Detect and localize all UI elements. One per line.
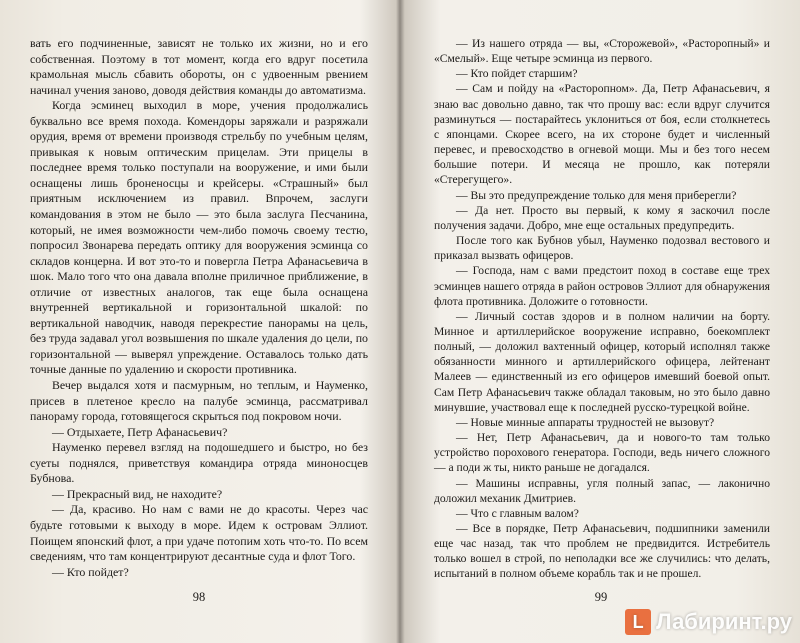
paragraph: Вечер выдался хотя и пасмурным, но теплым, и Науменко, присев в плетеное кресло на палубе эсминца, рассматривал панораму города, готовящегося скрыться под покровом ночи.	[30, 378, 368, 424]
page-number-right: 99	[594, 590, 608, 604]
paragraph: — Новые минные аппараты трудностей не вызовут?	[456, 415, 715, 429]
paragraph: — Сам и пойду на «Расторопном». Да, Петр Афанасьевич, я знаю вас довольно давно, так что прошу вас: если вдруг случится разминуться — постарайтесь уклониться от боя, если столкнетесь с японцами. Скорее всего, на их стороне будет и численный перевес, и превосходство в огневой мощи. Мы и без того несем большие потери. И месяца не прошло, как потеряли «Стерегущего».	[434, 82, 770, 187]
paragraph: Когда эсминец выходил в море, учения продолжались буквально все время похода. Комендоры заряжали и разряжали орудия, время от времени производя стрельбу по учебным целям, привыкая к новым оптическим прицелам. Эти прицелы в последнее время только поступали на вооружение, и ими были оснащены лишь броненосцы и крейсеры. «Страшный» был приятным исключением из правил. Впрочем, заслуги командования в этом не было — это была заслуга Песчанина, который, не имея возможности чем-либо помочь своему тестю, попросил Звонарева передать оптику для вооружения эсминца со складов концерна. И вот это-то и повергла Петра Афанасьевича в шок. Мало того что она давала вполне приличное приближение, в отличие от известных аналогов, так еще была оснащена внутренней вертикальной и горизонтальной шкалой: по вертикальной наводчик, наводя перекрестие панорамы на цель, без труда задавал угол возвышения по шкале удаления до цели, по горизонтальной — выверял упреждение. Оставалось только дать точные данные по удалению и скорости противника.	[30, 98, 368, 377]
paragraph: — Из нашего отряда — вы, «Сторожевой», «Расторопный» и «Смелый». Еще четыре эсминца из первого.	[434, 37, 770, 66]
paragraph: — Кто пойдет старшим?	[456, 67, 578, 81]
paragraph: — Нет, Петр Афанасьевич, да и нового-то там только устройство порохового генератора. Господи, ведь ничего сложного — а поди ж ты, никто раньше не догадался.	[434, 431, 770, 475]
labirint-logo-icon: L	[625, 609, 651, 635]
paragraph: вать его подчиненные, зависят не только их жизни, но и его собственная. Поэтому в тот момент, когда его вдруг посетила крамольная мысль сбавить обороты, он с удвоенным рвением начинал учения заново, доводя действия команды до автоматизма.	[30, 36, 368, 97]
right-page-text	[434, 36, 770, 582]
paragraph: — Все в порядке, Петр Афанасьевич, подшипники заменили еще час назад, так что проблем не предвидится. Истребитель только вошел в строй, по неполадки все же случились: что делать, испытаний в полном объеме корабль так и не прошел.	[434, 522, 770, 581]
paragraph: — Кто пойдет?	[52, 564, 129, 579]
paragraph: — Прекрасный вид, не находите?	[52, 486, 223, 501]
left-page-text	[30, 36, 368, 580]
watermark-logo	[625, 605, 792, 639]
paragraph: Науменко перевел взгляд на подошедшего и быстро, но без суеты поднялся, приветствуя командира отряда миноносцев Бубнова.	[30, 440, 368, 486]
paragraph: После того как Бубнов убыл, Науменко подозвал вестового и приказал вызвать офицеров.	[434, 234, 770, 263]
paragraph: — Что с главным валом?	[456, 506, 579, 520]
paragraph: — Вы это предупреждение только для меня приберегли?	[456, 188, 737, 202]
paragraph: — Да нет. Просто вы первый, к кому я заскочил после получения задачи. Добро, мне еще остальных предупредить.	[434, 203, 770, 232]
paragraph: — Машины исправны, угля полный запас, — лаконично доложил механик Дмитриев.	[434, 476, 770, 505]
paragraph: — Личный состав здоров и в полном наличии на борту. Минное и артиллерийское вооружение исправно, боекомплект полный, — доложил вахтенный офицер, который исполнял также обязанности минного и артиллерийского офицера, лейтенант Малеев — единственный из его офицеров имевший боевой опыт. Сам Петр Афанасьевич также обладал таковым, но это было давно минувшие, участвовал еще к последней русско-турецкой войне.	[434, 309, 770, 414]
right-page	[402, 0, 800, 643]
paragraph: — Да, красиво. Но нам с вами не до красоты. Через час будьте готовыми к выходу в море. Идем к островам Эллиот. Поищем японский флот, а при удаче потопим хоть что-то. По всем сведениям, что там концентрируют десантные суда и флот Того.	[30, 502, 368, 564]
watermark-text: Лабиринт.ру	[656, 609, 792, 634]
page-number-left: 98	[192, 590, 206, 604]
paragraph: — Отдыхаете, Петр Афанасьевич?	[52, 424, 228, 439]
paragraph: — Господа, нам с вами предстоит поход в составе еще трех эсминцев нашего отряда в район островов Эллиот для обнаружения флота противника. Доложите о готовности.	[434, 264, 770, 308]
left-page	[0, 0, 398, 643]
